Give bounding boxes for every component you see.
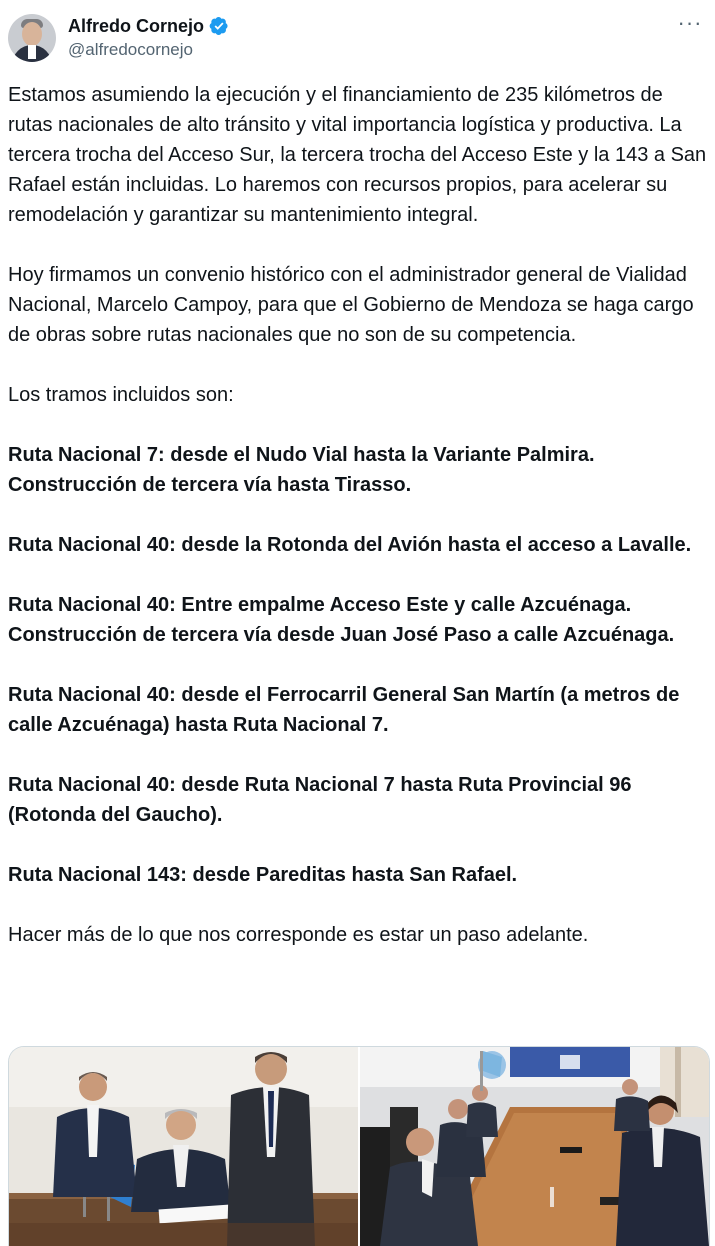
meeting-photo[interactable] [360, 1047, 709, 1246]
tweet-paragraph-bold: Ruta Nacional 40: Entre empalme Acceso Este y calle Azcuénaga. Construcción de tercera vía desde Juan José Paso a calle Azcuénaga. [8, 594, 675, 646]
tweet-paragraph-bold: Ruta Nacional 40: desde el Ferrocarril General San Martín (a metros de calle Azcuénaga) hasta Ruta Nacional 7. [8, 684, 680, 736]
media-grid [8, 1046, 710, 1246]
author-name-row[interactable] [68, 14, 229, 38]
tweet-paragraph-bold: Ruta Nacional 40: desde Ruta Nacional 7 hasta Ruta Provincial 96 (Rotonda del Gaucho). [8, 774, 632, 826]
author-display-name[interactable]: Alfredo Cornejo [68, 16, 205, 36]
signing-photo[interactable] [9, 1047, 358, 1246]
tweet-paragraph: Estamos asumiendo la ejecución y el financiamiento de 235 kilómetros de rutas nacionales de alto tránsito y vital importancia logística y productiva. La tercera trocha del Acceso Sur, la tercera trocha del Acceso Este y la 143 a San Rafael están incluidas. Lo haremos con recursos propios, para acelerar su remodelación y garantizar su mantenimiento integral. [8, 84, 707, 226]
verified-badge-icon [209, 16, 229, 36]
tweet-paragraph: Hoy firmamos un convenio histórico con el administrador general de Vialidad Nacional, Marcelo Campoy, para que el Gobierno de Mendoza se haga cargo de obras sobre rutas nacionales que no son de su competencia. [8, 264, 694, 346]
tweet-paragraph-bold: Ruta Nacional 40: desde la Rotonda del Avión hasta el acceso a Lavalle. [8, 534, 692, 556]
tweet-paragraph: Los tramos incluidos son: [8, 384, 234, 406]
tweet-paragraph-bold: Ruta Nacional 143: desde Pareditas hasta San Rafael. [8, 864, 518, 886]
more-options-icon[interactable]: ··· [677, 10, 703, 35]
author-avatar[interactable] [8, 14, 56, 62]
author-handle[interactable]: @alfredocornejo [68, 40, 193, 59]
tweet-paragraph: Hacer más de lo que nos corresponde es estar un paso adelante. [8, 924, 589, 946]
tweet-text [8, 80, 708, 980]
tweet-paragraph-bold: Ruta Nacional 7: desde el Nudo Vial hasta la Variante Palmira. Construcción de tercera vía hasta Tirasso. [8, 444, 595, 496]
tweet-header [8, 12, 708, 62]
